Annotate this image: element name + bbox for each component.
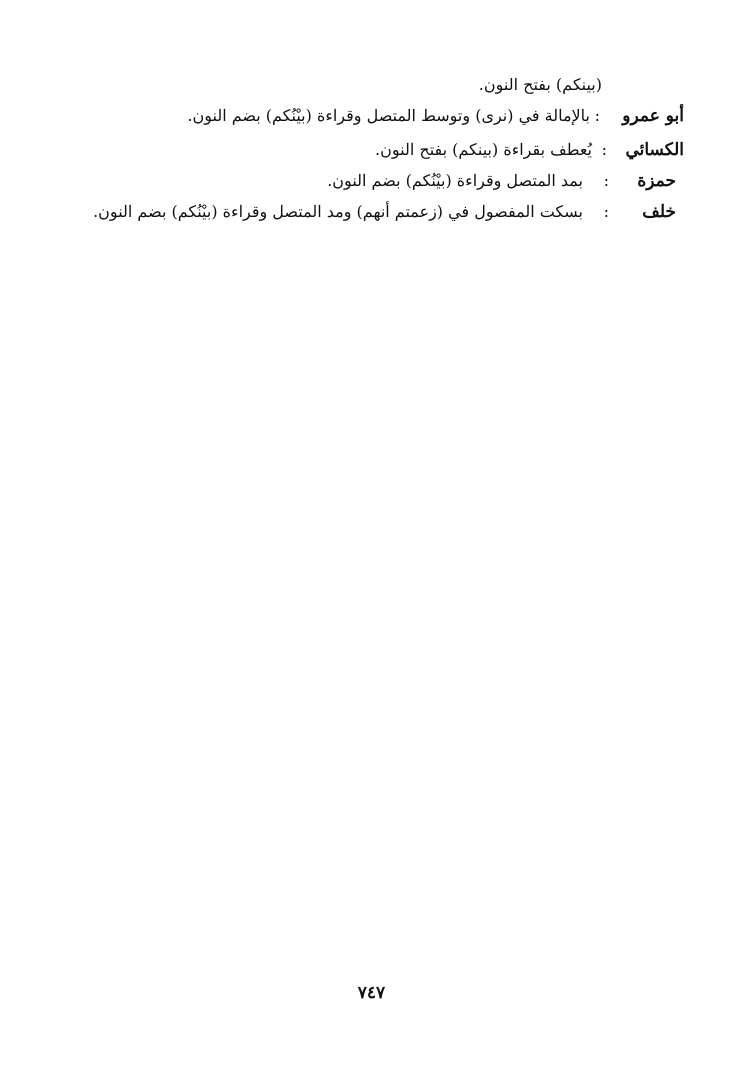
separator: : [594, 106, 600, 125]
entry-text: يُعطف بقراءة (بينكم) بفتح النون. [375, 140, 592, 159]
separator: : [601, 140, 607, 159]
page-number: ٧٤٧ [357, 983, 386, 1003]
entry-line-khalaf [84, 201, 684, 223]
entry-line-continuation [302, 74, 602, 96]
reader-name: خلف [642, 202, 676, 222]
entry-text: بسكت المفصول في (زعمتم أنهم) ومد المتصل وقراءة (بيْنُكم) بضم النون. [93, 202, 583, 221]
reader-name: حمزة [637, 171, 676, 191]
reader-name: الكسائي [625, 140, 684, 160]
entry-text: بمد المتصل وقراءة (بيْنُكم) بضم النون. [327, 171, 583, 190]
separator: : [603, 171, 609, 190]
entry-line-abu-amr [84, 105, 684, 127]
separator: : [603, 202, 609, 221]
entry-text: (بينكم) بفتح النون. [478, 75, 602, 94]
entry-line-kisai [84, 139, 684, 161]
entry-line-hamza [84, 170, 684, 192]
entry-text: بالإمالة في (نرى) وتوسط المتصل وقراءة (بيْنُكم) بضم النون. [187, 106, 590, 125]
reader-name: أبو عمرو [622, 106, 684, 126]
